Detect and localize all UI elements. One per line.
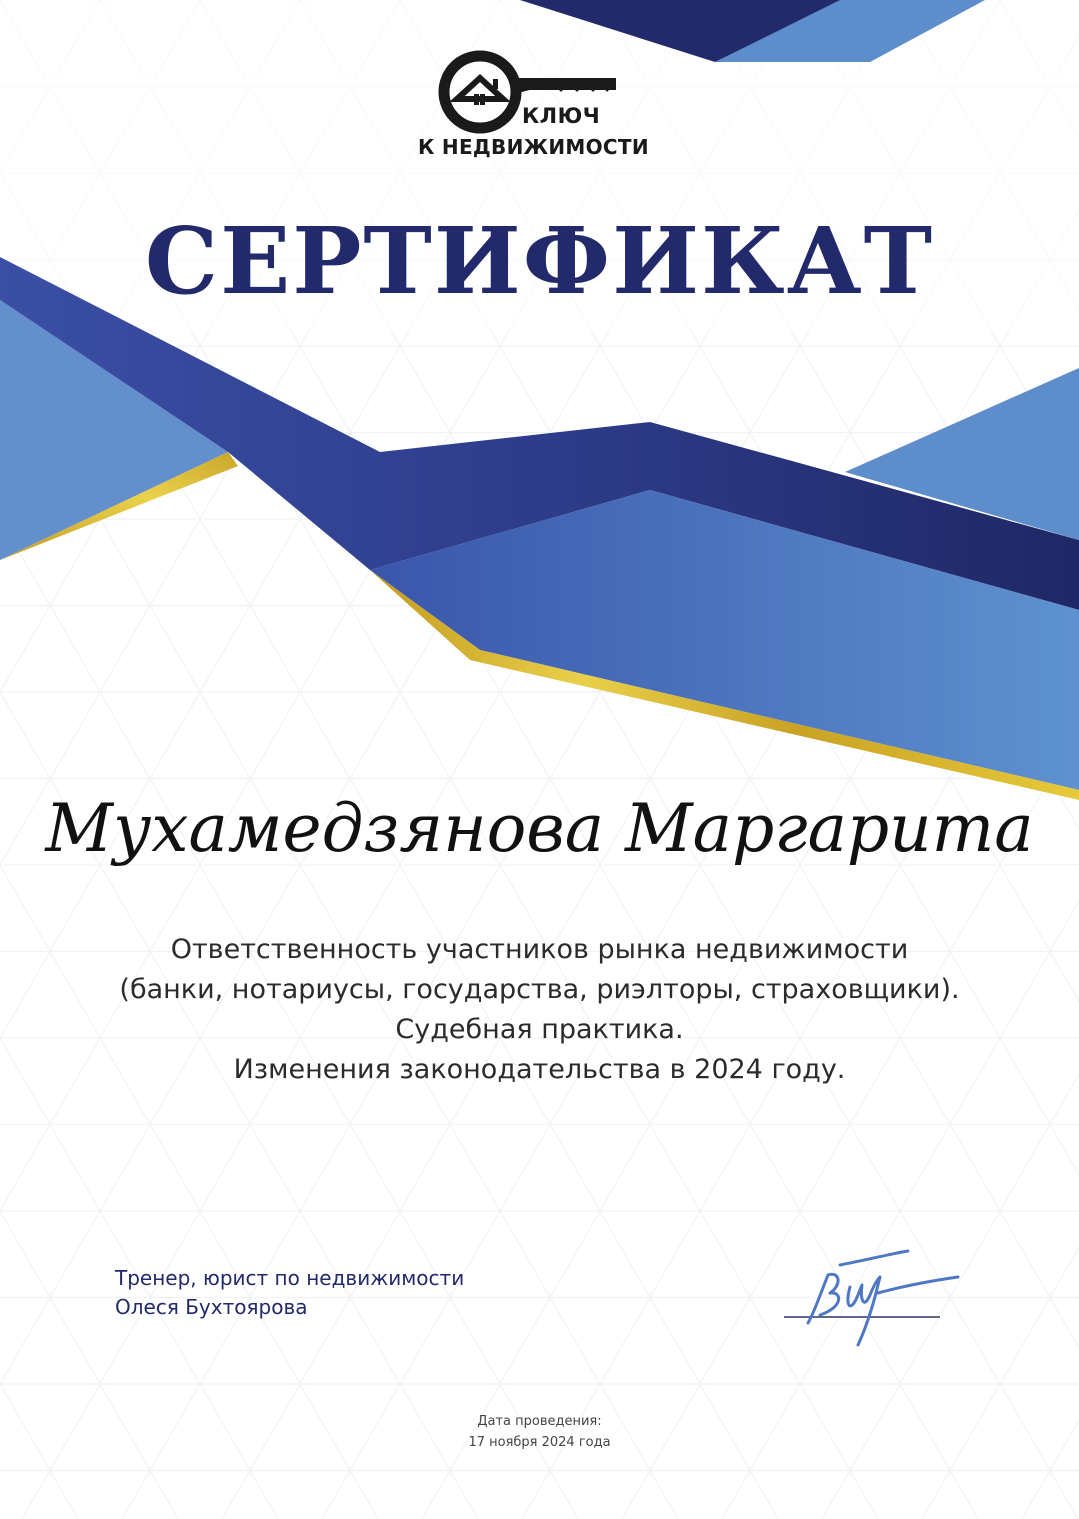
trainer-role: Тренер, юрист по недвижимости <box>115 1266 465 1290</box>
trainer-block <box>115 1264 464 1322</box>
course-description <box>0 930 1079 1090</box>
event-date-label: Дата проведения: <box>477 1414 602 1429</box>
event-date-block <box>0 1411 1079 1453</box>
logo-subtitle: К НЕДВИЖИМОСТИ <box>418 135 649 159</box>
signature-image <box>780 1245 970 1355</box>
course-line: Судебная практика. <box>395 1014 684 1045</box>
course-line: Изменения законодательства в 2024 году. <box>233 1054 846 1085</box>
course-line: (банки, нотариусы, государства, риэлторы, страховщики). <box>119 974 960 1005</box>
event-date: 17 ноября 2024 года <box>468 1435 611 1450</box>
course-line: Ответственность участников рынка недвижимости <box>170 934 909 965</box>
trainer-name: Олеся Бухтоярова <box>115 1295 308 1319</box>
recipient-name: Мухамедзянова Маргарита <box>45 790 1034 867</box>
certificate-title: СЕРТИФИКАТ <box>144 207 935 315</box>
logo-title: КЛЮЧ <box>522 104 601 128</box>
